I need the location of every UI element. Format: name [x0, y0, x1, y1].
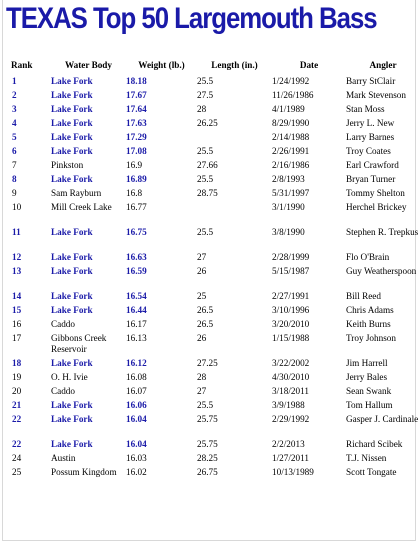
table-row: [11, 90, 420, 104]
rank-cell: 6: [12, 146, 17, 156]
weight-cell: 17.29: [126, 132, 147, 142]
water-body-cell: Mill Creek Lake: [51, 202, 112, 212]
table-row: [11, 252, 420, 266]
rank-cell: 11: [12, 227, 21, 237]
water-body-cell: Lake Fork: [51, 291, 93, 301]
date-cell: 3/22/2002: [272, 358, 310, 368]
weight-cell: 16.04: [126, 439, 147, 449]
table-row: [11, 453, 420, 467]
rank-cell: 18: [12, 358, 22, 368]
water-body-cell: Gibbons Creek Reservoir: [51, 333, 107, 354]
weight-cell: 17.08: [126, 146, 147, 156]
date-cell: 3/1/1990: [272, 202, 305, 212]
table-row: [11, 358, 420, 372]
table-row: [11, 414, 420, 439]
date-cell: 3/18/2011: [272, 386, 309, 396]
length-cell: 25.75: [197, 414, 218, 424]
date-cell: 2/26/1991: [272, 146, 310, 156]
table-body: [11, 76, 420, 492]
rank-cell: 2: [12, 90, 17, 100]
weight-cell: 16.08: [126, 372, 147, 382]
water-body-cell: Lake Fork: [51, 76, 93, 86]
water-body-cell: Pinkston: [51, 160, 84, 170]
water-body-cell: Lake Fork: [51, 174, 93, 184]
rank-cell: 3: [12, 104, 17, 114]
weight-cell: 17.67: [126, 90, 147, 100]
rank-cell: 8: [12, 174, 17, 184]
water-body-cell: Possum Kingdom: [51, 467, 117, 477]
water-body-cell: Austin: [51, 453, 76, 463]
rank-cell: 16: [12, 319, 22, 329]
weight-cell: 16.07: [126, 386, 147, 396]
rank-cell: 17: [12, 333, 22, 343]
date-cell: 10/13/1989: [272, 467, 314, 477]
water-body-cell: O. H. Ivie: [51, 372, 88, 382]
water-body-cell: Lake Fork: [51, 414, 93, 424]
angler-cell: Bill Reed: [346, 291, 381, 301]
angler-cell: Tommy Shelton: [346, 188, 405, 198]
weight-cell: 16.89: [126, 174, 147, 184]
rank-cell: 21: [12, 400, 22, 410]
records-table: [11, 60, 420, 492]
rank-cell: 22: [12, 414, 22, 424]
length-cell: 25.75: [197, 439, 218, 449]
table-row: [11, 305, 420, 319]
table-row: [11, 76, 420, 90]
length-cell: [197, 132, 272, 146]
angler-cell: Troy Johnson: [346, 333, 396, 343]
length-cell: 26.25: [197, 118, 218, 128]
water-body-cell: Lake Fork: [51, 118, 93, 128]
date-cell: 3/8/1990: [272, 227, 305, 237]
length-cell: 26.5: [197, 319, 214, 329]
date-cell: 3/9/1988: [272, 400, 305, 410]
length-cell: 25.5: [197, 146, 214, 156]
weight-cell: 16.04: [126, 414, 147, 424]
date-cell: 2/28/1999: [272, 252, 310, 262]
weight-cell: 16.44: [126, 305, 147, 315]
angler-cell: Richard Scibek: [346, 439, 403, 449]
table-row: [11, 291, 420, 305]
date-cell: 11/26/1986: [272, 90, 314, 100]
rank-cell: 13: [12, 266, 22, 276]
angler-cell: Jerry L. New: [346, 118, 395, 128]
angler-cell: Bryan Turner: [346, 174, 396, 184]
water-body-cell: Lake Fork: [51, 252, 93, 262]
weight-cell: 16.54: [126, 291, 147, 301]
date-cell: 3/10/1996: [272, 305, 310, 315]
angler-cell: Scott Tongate: [346, 467, 397, 477]
angler-cell: Herchel Brickey: [346, 202, 407, 212]
length-cell: 26.5: [197, 305, 214, 315]
weight-cell: 16.77: [126, 202, 147, 212]
col-header-water-body: Water Body: [64, 60, 113, 70]
date-cell: 2/27/1991: [272, 291, 310, 301]
rank-cell: 12: [12, 252, 22, 262]
table-row: [11, 146, 420, 160]
weight-cell: 16.03: [126, 453, 147, 463]
water-body-cell: Lake Fork: [51, 90, 93, 100]
weight-cell: 16.12: [126, 358, 147, 368]
angler-cell: Troy Coates: [346, 146, 391, 156]
col-header-angler: Angler: [369, 60, 397, 70]
angler-cell: Flo O'Brain: [346, 252, 390, 262]
length-cell: 28: [197, 104, 207, 114]
water-body-cell: Lake Fork: [51, 266, 93, 276]
table-row: [11, 266, 420, 291]
date-cell: 1/27/2011: [272, 453, 309, 463]
angler-cell: Mark Stevenson: [346, 90, 406, 100]
weight-cell: 17.63: [126, 118, 147, 128]
length-cell: 25: [197, 291, 207, 301]
rank-cell: 1: [12, 76, 17, 86]
rank-cell: 24: [12, 453, 22, 463]
angler-cell: Jerry Bales: [346, 372, 388, 382]
table-row: [11, 202, 420, 227]
weight-cell: 16.9: [126, 160, 143, 170]
date-cell: 8/29/1990: [272, 118, 310, 128]
weight-cell: 16.13: [126, 333, 147, 343]
weight-cell: 16.63: [126, 252, 147, 262]
table-row: [11, 227, 420, 252]
date-cell: 5/31/1997: [272, 188, 310, 198]
date-cell: 2/8/1993: [272, 174, 305, 184]
rank-cell: 19: [12, 372, 22, 382]
rank-cell: 10: [12, 202, 22, 212]
rank-cell: 9: [12, 188, 17, 198]
water-body-cell: Lake Fork: [51, 400, 93, 410]
table-row: [11, 372, 420, 386]
length-cell: [197, 202, 272, 227]
angler-cell: Barry StClair: [346, 76, 396, 86]
water-body-cell: Caddo: [51, 319, 75, 329]
table-row: [11, 467, 420, 492]
table-row: [11, 104, 420, 118]
table-row: [11, 400, 420, 414]
header-row: [11, 60, 420, 76]
water-body-cell: Sam Rayburn: [51, 188, 102, 198]
angler-cell: Gasper J. Cardinale: [346, 414, 419, 424]
table-row: [11, 439, 420, 453]
date-cell: 5/15/1987: [272, 266, 310, 276]
table-row: [11, 174, 420, 188]
angler-cell: Stephen R. Trepkus: [346, 227, 419, 237]
date-cell: 2/29/1992: [272, 414, 310, 424]
water-body-cell: Lake Fork: [51, 104, 93, 114]
water-body-cell: Lake Fork: [51, 305, 93, 315]
table-row: [11, 132, 420, 146]
date-cell: 2/2/2013: [272, 439, 305, 449]
rank-cell: 22: [12, 439, 22, 449]
length-cell: 27.5: [197, 90, 214, 100]
page-title: TEXAS Top 50 Largemouth Bass: [6, 2, 377, 35]
date-cell: 4/1/1989: [272, 104, 305, 114]
length-cell: 25.5: [197, 174, 214, 184]
date-cell: 2/16/1986: [272, 160, 310, 170]
angler-cell: Stan Moss: [346, 104, 385, 114]
angler-cell: T.J. Nissen: [346, 453, 387, 463]
weight-cell: 16.17: [126, 319, 147, 329]
rank-cell: 14: [12, 291, 22, 301]
water-body-cell: Lake Fork: [51, 227, 93, 237]
rank-cell: 20: [12, 386, 22, 396]
table-row: [11, 160, 420, 174]
col-header-weight: Weight (lb.): [138, 60, 185, 70]
water-body-cell: Lake Fork: [51, 358, 93, 368]
date-cell: 4/30/2010: [272, 372, 310, 382]
date-cell: 3/20/2010: [272, 319, 310, 329]
col-header-rank: Rank: [11, 60, 33, 70]
length-cell: 26.75: [197, 467, 218, 477]
col-header-length: Length (in.): [211, 60, 258, 70]
length-cell: 27.66: [197, 160, 218, 170]
angler-cell: Tom Hallum: [346, 400, 393, 410]
angler-cell: Jim Harrell: [346, 358, 388, 368]
table-row: [11, 386, 420, 400]
col-header-date: Date: [299, 60, 319, 70]
weight-cell: 17.64: [126, 104, 147, 114]
angler-cell: Keith Burns: [346, 319, 391, 329]
table-row: [11, 333, 420, 358]
rank-cell: 15: [12, 305, 22, 315]
date-cell: 1/15/1988: [272, 333, 310, 343]
rank-cell: 25: [12, 467, 22, 477]
weight-cell: 16.75: [126, 227, 147, 237]
length-cell: 28.75: [197, 188, 218, 198]
length-cell: 26: [197, 266, 207, 276]
length-cell: 25.5: [197, 400, 214, 410]
length-cell: 26: [197, 333, 207, 343]
weight-cell: 16.06: [126, 400, 147, 410]
water-body-cell: Lake Fork: [51, 439, 93, 449]
date-cell: 2/14/1988: [272, 132, 310, 142]
angler-cell: Earl Crawford: [346, 160, 399, 170]
rank-cell: 7: [12, 160, 17, 170]
length-cell: 28: [197, 372, 207, 382]
weight-cell: 16.02: [126, 467, 147, 477]
length-cell: 27: [197, 252, 207, 262]
weight-cell: 18.18: [126, 76, 147, 86]
length-cell: 28.25: [197, 453, 218, 463]
weight-cell: 16.59: [126, 266, 147, 276]
rank-cell: 5: [12, 132, 17, 142]
weight-cell: 16.8: [126, 188, 143, 198]
length-cell: 27.25: [197, 358, 218, 368]
water-body-cell: Lake Fork: [51, 132, 93, 142]
length-cell: 25.5: [197, 227, 214, 237]
angler-cell: Guy Weatherspoon: [346, 266, 417, 276]
date-cell: 1/24/1992: [272, 76, 310, 86]
angler-cell: Chris Adams: [346, 305, 394, 315]
table-row: [11, 118, 420, 132]
rank-cell: 4: [12, 118, 17, 128]
water-body-cell: Lake Fork: [51, 146, 93, 156]
angler-cell: Larry Barnes: [346, 132, 395, 142]
table-row: [11, 188, 420, 202]
angler-cell: Sean Swank: [346, 386, 392, 396]
water-body-cell: Caddo: [51, 386, 75, 396]
table-row: [11, 319, 420, 333]
length-cell: 25.5: [197, 76, 214, 86]
length-cell: 27: [197, 386, 207, 396]
